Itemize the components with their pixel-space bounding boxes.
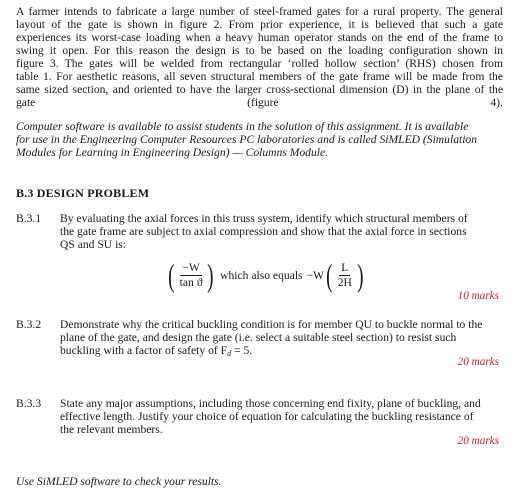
fraction-left: [178, 262, 205, 289]
left-paren: (: [326, 257, 333, 293]
equation-prefix: −W: [306, 268, 325, 282]
question-line: the relevant members.: [60, 423, 163, 436]
question-line-tail: = 5.: [231, 344, 253, 357]
fraction-right: [336, 262, 354, 289]
fraction-numerator: −W: [182, 260, 200, 274]
software-note-line: Modules for Learning in Engineering Design) — Columns Module.: [16, 146, 329, 159]
intro-line: table 1. For aesthetic reasons, all seven structural members of the gate frame will be made from the: [16, 70, 503, 83]
question-line: the gate frame are subject to axial compression and show that the axial force in sections: [60, 225, 467, 238]
intro-line: gate (figure 4).: [16, 96, 503, 109]
software-note-line: for use in the Engineering Computer Resources PC laboratories and is called SiMLED (Simulation: [16, 133, 478, 146]
intro-line: same sized section, and oriented to have the larger cross-sectional dimension (D) in the plane of the: [16, 83, 503, 96]
marks-label: 20 marks: [457, 435, 499, 447]
intro-paragraph: [16, 5, 503, 109]
intro-line: layout of the gate is shown in figure 2. From prior experience, it is believed that such a gate: [16, 18, 503, 31]
section-heading: B.3 DESIGN PROBLEM: [16, 186, 150, 200]
fraction-numerator: L: [341, 260, 349, 274]
question-text: [60, 397, 496, 436]
question-line: By evaluating the axial forces in this truss system, identify which structural members of: [60, 212, 468, 225]
right-paren: ): [207, 257, 214, 293]
fraction-denominator: 2H: [337, 275, 352, 289]
question-line: QS and SU is:: [60, 238, 127, 251]
software-note-line: Computer software is available to assist students in the solution of this assignment. It is available: [16, 120, 469, 133]
intro-line: experiences its worst-case loading when a heavy human operator stands on the end of the frame to: [16, 31, 503, 44]
question-line: State any major assumptions, including those concerning end fixity, plane of buckling, and: [60, 397, 481, 410]
intro-line: swing it open. For this reason the design is to be based on the loading configuration shown in: [16, 44, 503, 57]
question-text: [60, 318, 496, 360]
marks-label: 10 marks: [457, 290, 499, 302]
question-number: B.3.1: [16, 212, 42, 225]
equation-connector-text: which also equals: [220, 268, 303, 282]
axial-force-equation: [166, 258, 366, 292]
question-line: Demonstrate why the critical buckling condition is for member QU to buckle normal to the: [60, 318, 483, 331]
question-line: effective length. Justify your choice of equation for calculating the buckling resistance of: [60, 410, 474, 423]
intro-line: A farmer intends to fabricate a large number of steel-framed gates for a rural property. The general: [16, 5, 503, 18]
question-text: [60, 212, 496, 251]
footer-note: Use SiMLED software to check your results.: [16, 475, 222, 488]
fraction-denominator: tan ϑ: [179, 275, 203, 289]
software-note: [16, 120, 503, 159]
question-number: B.3.2: [16, 318, 42, 331]
marks-label: 20 marks: [457, 356, 499, 368]
right-paren: ): [357, 257, 364, 293]
intro-line: figure 3. The gates will be welded from rectangular ‘rolled hollow section’ (RHS) chosen from: [16, 57, 503, 70]
left-paren: (: [168, 257, 175, 293]
question-line: [60, 344, 496, 360]
subscript: d: [227, 349, 232, 358]
question-line: plane of the gate, and design the gate (i.e. select a suitable steel section) to resist such: [60, 331, 457, 344]
question-line-text: buckling with a factor of safety of F: [60, 344, 228, 357]
question-number: B.3.3: [16, 397, 42, 410]
